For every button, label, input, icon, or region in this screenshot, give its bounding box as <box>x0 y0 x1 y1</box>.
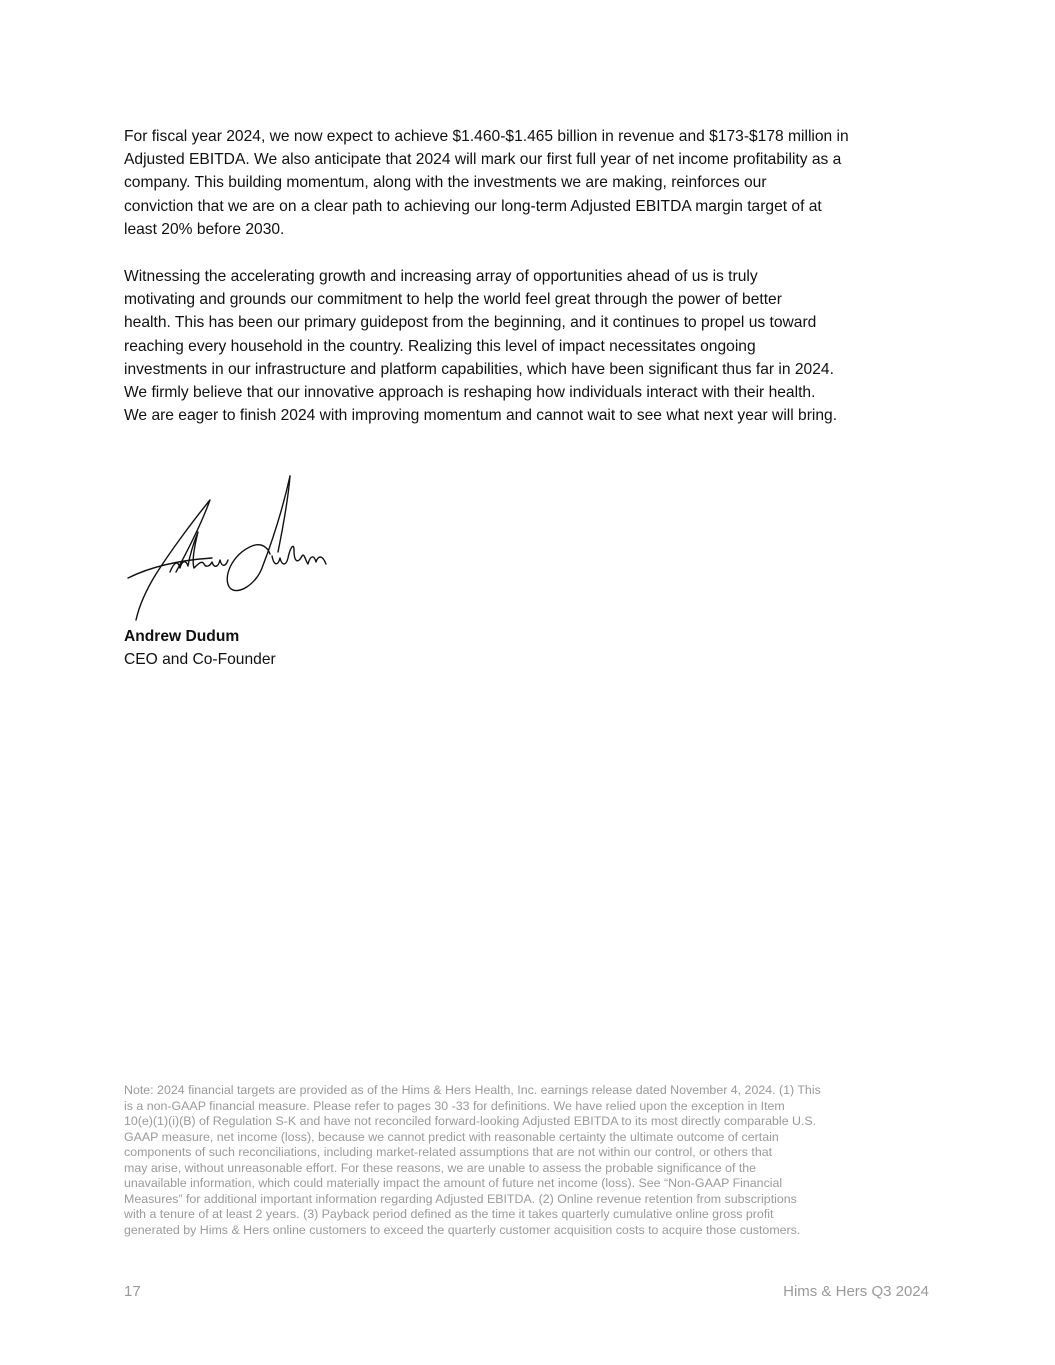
text-line: least 20% before 2030. <box>124 220 285 238</box>
text-line: health. This has been our primary guidepost from the beginning, and it continues to propel us toward <box>124 314 817 332</box>
text-line: motivating and grounds our commitment to help the world feel great through the power of better <box>124 291 782 309</box>
paragraph-mission <box>124 265 954 427</box>
text-line: We are eager to finish 2024 with improving momentum and cannot wait to see what next year will bring. <box>124 407 838 425</box>
footnote-line: with a tenure of at least 2 years. (3) Payback period defined as the time it takes quarterly cumulative online gross profit <box>124 1207 774 1221</box>
text-line: We firmly believe that our innovative approach is reshaping how individuals interact with their health. <box>124 384 816 402</box>
footnote-line: unavailable information, which could materially impact the amount of future net income (loss). See “Non-GAAP Financial <box>124 1176 783 1190</box>
text-line: Witnessing the accelerating growth and increasing array of opportunities ahead of us is truly <box>124 268 758 285</box>
footnote-line: GAAP measure, net income (loss), because we cannot predict with reasonable certainty the ultimate outcome of certain <box>124 1129 779 1144</box>
footnote-line: components of such reconciliations, including market-related assumptions that are not within our control, or others that <box>124 1145 773 1159</box>
paragraph-outlook <box>124 125 954 241</box>
page-number: 17 <box>124 1283 141 1300</box>
footnote-line: may arise, without unreasonable effort. For these reasons, we are unable to assess the probable significance of the <box>124 1160 757 1175</box>
footnote-line: 10(e)(1)(i)(B) of Regulation S-K and have not reconciled forward-looking Adjusted EBITDA to its most directly comparable U.S. <box>124 1114 817 1128</box>
text-line: Adjusted EBITDA. We also anticipate that 2024 will mark our first full year of net income profitability as a <box>124 151 842 169</box>
footnote-line: Measures” for additional important information regarding Adjusted EBITDA. (2) Online revenue retention from subscriptions <box>124 1191 797 1206</box>
text-line: company. This building momentum, along with the investments we are making, reinforces our <box>124 174 767 192</box>
text-line: investments in our infrastructure and platform capabilities, which have been significant thus far in 2024. <box>124 360 834 378</box>
footnote-line: is a non-GAAP financial measure. Please refer to pages 30 -33 for definitions. We have relied upon the exception in Item <box>124 1098 785 1113</box>
footnote-line: Note: 2024 financial targets are provided as of the Hims & Hers Health, Inc. earnings release dated November 4, 2024. (1) This <box>124 1083 821 1097</box>
text-line: conviction that we are on a clear path to achieving our long-term Adjusted EBITDA margin target of at <box>124 197 822 215</box>
footer-brand: Hims & Hers Q3 2024 <box>783 1283 929 1300</box>
footnote <box>124 1083 944 1238</box>
signatory-name: Andrew Dudum <box>124 628 240 645</box>
text-line: reaching every household in the country. Realizing this level of impact necessitates ongoing <box>124 337 756 355</box>
footnote-line: generated by Hims & Hers online customers to exceed the quarterly customer acquisition costs to acquire those customers. <box>124 1222 801 1237</box>
text-line: For fiscal year 2024, we now expect to achieve $1.460-$1.465 billion in revenue and $173-$178 million in <box>124 128 849 145</box>
signatory-title: CEO and Co-Founder <box>124 651 276 668</box>
handwritten-signature <box>122 472 332 624</box>
